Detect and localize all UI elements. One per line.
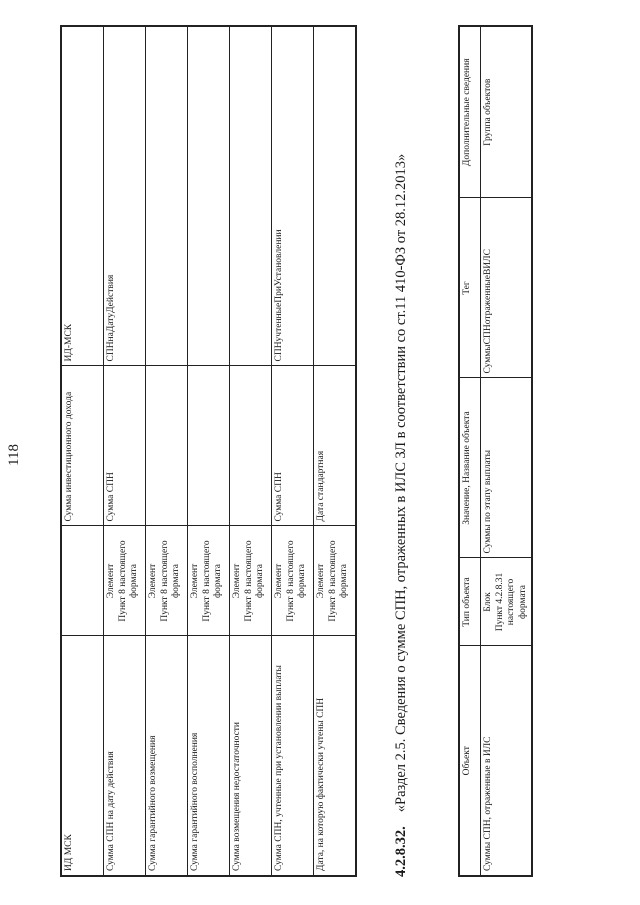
table-cell [230,366,272,526]
table-cell [146,366,188,526]
section-title: «Раздел 2.5. Сведения о сумме СПН, отраженных в ИЛС ЗЛ в соответствии со ст.11 410-ФЗ от 28.12.2013» [393,153,409,813]
table-cell: Сумма СПН, учтенные при установлении выплаты [272,636,314,876]
table-cell: Сумма гарантийного восполнения [188,636,230,876]
table-cell: Сумма инвестиционного дохода [61,366,104,526]
table-cell: Элемент Пункт 8 настоящего формата [104,526,146,636]
section-heading [393,17,410,877]
table-row [61,26,104,876]
table-cell: Сумма СПН на дату действия [104,636,146,876]
table-cell: Группа объектов [481,26,533,198]
section-number: 4.2.8.32. [393,826,409,877]
table-cell: Сумма возмещения недостаточности [230,636,272,876]
table-cell: Элемент Пункт 8 настоящего формата [146,526,188,636]
table-row [481,26,533,876]
table-cell: Элемент Пункт 8 настоящего формата [314,526,357,636]
column-header: Тип объекта [459,558,481,646]
table-cell [230,26,272,366]
table-cell: Суммы СПН, отраженные в ИЛС [481,646,533,876]
column-header: Дополнительные сведения [459,26,481,198]
table-cell [61,526,104,636]
table-cell: Дата стандартная [314,366,357,526]
table-row [272,26,314,876]
table-row [314,26,357,876]
table-cell [146,26,188,366]
table-row [188,26,230,876]
table-cell: Элемент Пункт 8 настоящего формата [230,526,272,636]
table-cell [314,26,357,366]
page-number: 118 [6,444,22,466]
table-cell [188,26,230,366]
table-cell: СПНнаДатуДействия [104,26,146,366]
table-cell: Суммы по этапу выплаты [481,378,533,558]
section-table [458,25,533,877]
table-cell: Элемент Пункт 8 настоящего формата [272,526,314,636]
table-row [104,26,146,876]
table-cell: ИД МСК [61,636,104,876]
table-cell: Сумма СПН [104,366,146,526]
table-cell: Сумма гарантийного возмещения [146,636,188,876]
table-cell: ИД-МСК [61,26,104,366]
table-row [146,26,188,876]
column-header: Значение, Название объекта [459,378,481,558]
table-cell: Блок Пункт 4.2.8.31 настоящего формата [481,558,533,646]
table-cell: СПНучтенныеПриУстановлении [272,26,314,366]
table-cell: Дата, на которую фактически учтены СПН [314,636,357,876]
table-cell: Элемент Пункт 8 настоящего формата [188,526,230,636]
column-header: Тег [459,198,481,378]
column-header: Объект [459,646,481,876]
attributes-table [60,25,357,877]
table-cell: Сумма СПН [272,366,314,526]
table-row [230,26,272,876]
table-cell [188,366,230,526]
table-cell: СуммыСПНотраженныеВИЛС [481,198,533,378]
